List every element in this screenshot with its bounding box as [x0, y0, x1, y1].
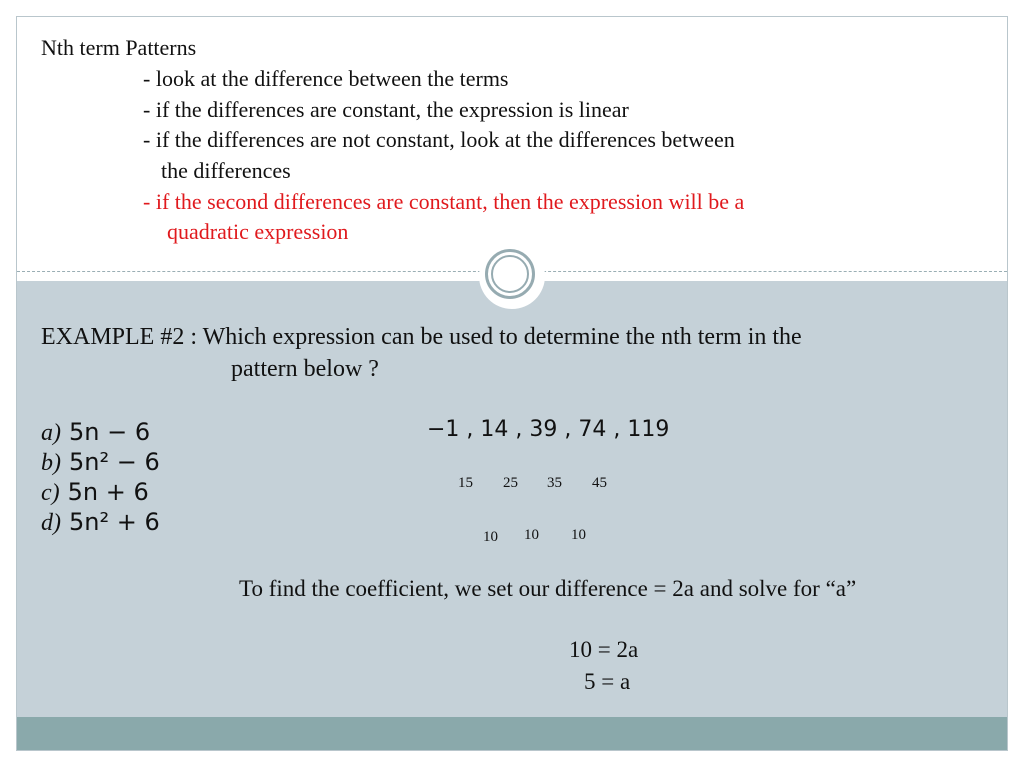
option-d	[41, 508, 160, 537]
notes-title: Nth term Patterns	[41, 35, 197, 60]
example-question: EXAMPLE #2 : Which expression can be used to determine the nth term in the	[41, 324, 802, 350]
example-panel	[17, 281, 1007, 717]
option-b-label: b)	[41, 450, 61, 476]
second-difference-1: 10	[483, 529, 498, 545]
notes-line-2: - if the differences are constant, the expression is linear	[143, 97, 629, 122]
example-question-cont: pattern below ?	[231, 356, 379, 382]
option-a-expr: 5n − 6	[69, 418, 151, 446]
first-difference-2: 25	[503, 475, 518, 491]
notes-line-1: - look at the difference between the terms	[143, 66, 509, 91]
explanation-text: To find the coefficient, we set our difference = 2a and solve for “a”	[239, 576, 857, 601]
slide	[16, 16, 1008, 751]
option-c-label: c)	[41, 480, 60, 506]
first-difference-3: 35	[547, 475, 562, 491]
option-a	[41, 418, 150, 447]
equation-1: 10 = 2a	[569, 637, 639, 662]
notes-panel	[17, 17, 1007, 271]
notes-line-3-cont: the differences	[161, 158, 291, 183]
notes-line-3: - if the differences are not constant, look at the differences between	[143, 127, 735, 152]
option-a-label: a)	[41, 420, 61, 446]
divider-circle-inner	[491, 255, 529, 293]
option-b	[41, 448, 160, 477]
footer-bar	[17, 717, 1007, 750]
second-difference-2: 10	[524, 527, 539, 543]
option-c	[41, 478, 149, 507]
sequence: −1 , 14 , 39 , 74 , 119	[427, 417, 670, 442]
option-c-expr: 5n + 6	[67, 478, 149, 506]
option-d-expr: 5n² + 6	[69, 508, 160, 536]
equation-2: 5 = a	[584, 669, 631, 694]
notes-line-4-cont: quadratic expression	[167, 219, 349, 244]
option-b-expr: 5n² − 6	[69, 448, 160, 476]
first-difference-1: 15	[458, 475, 473, 491]
notes-line-4: - if the second differences are constant, then the expression will be a	[143, 189, 745, 214]
second-difference-3: 10	[571, 527, 586, 543]
option-d-label: d)	[41, 510, 61, 536]
first-difference-4: 45	[592, 475, 607, 491]
